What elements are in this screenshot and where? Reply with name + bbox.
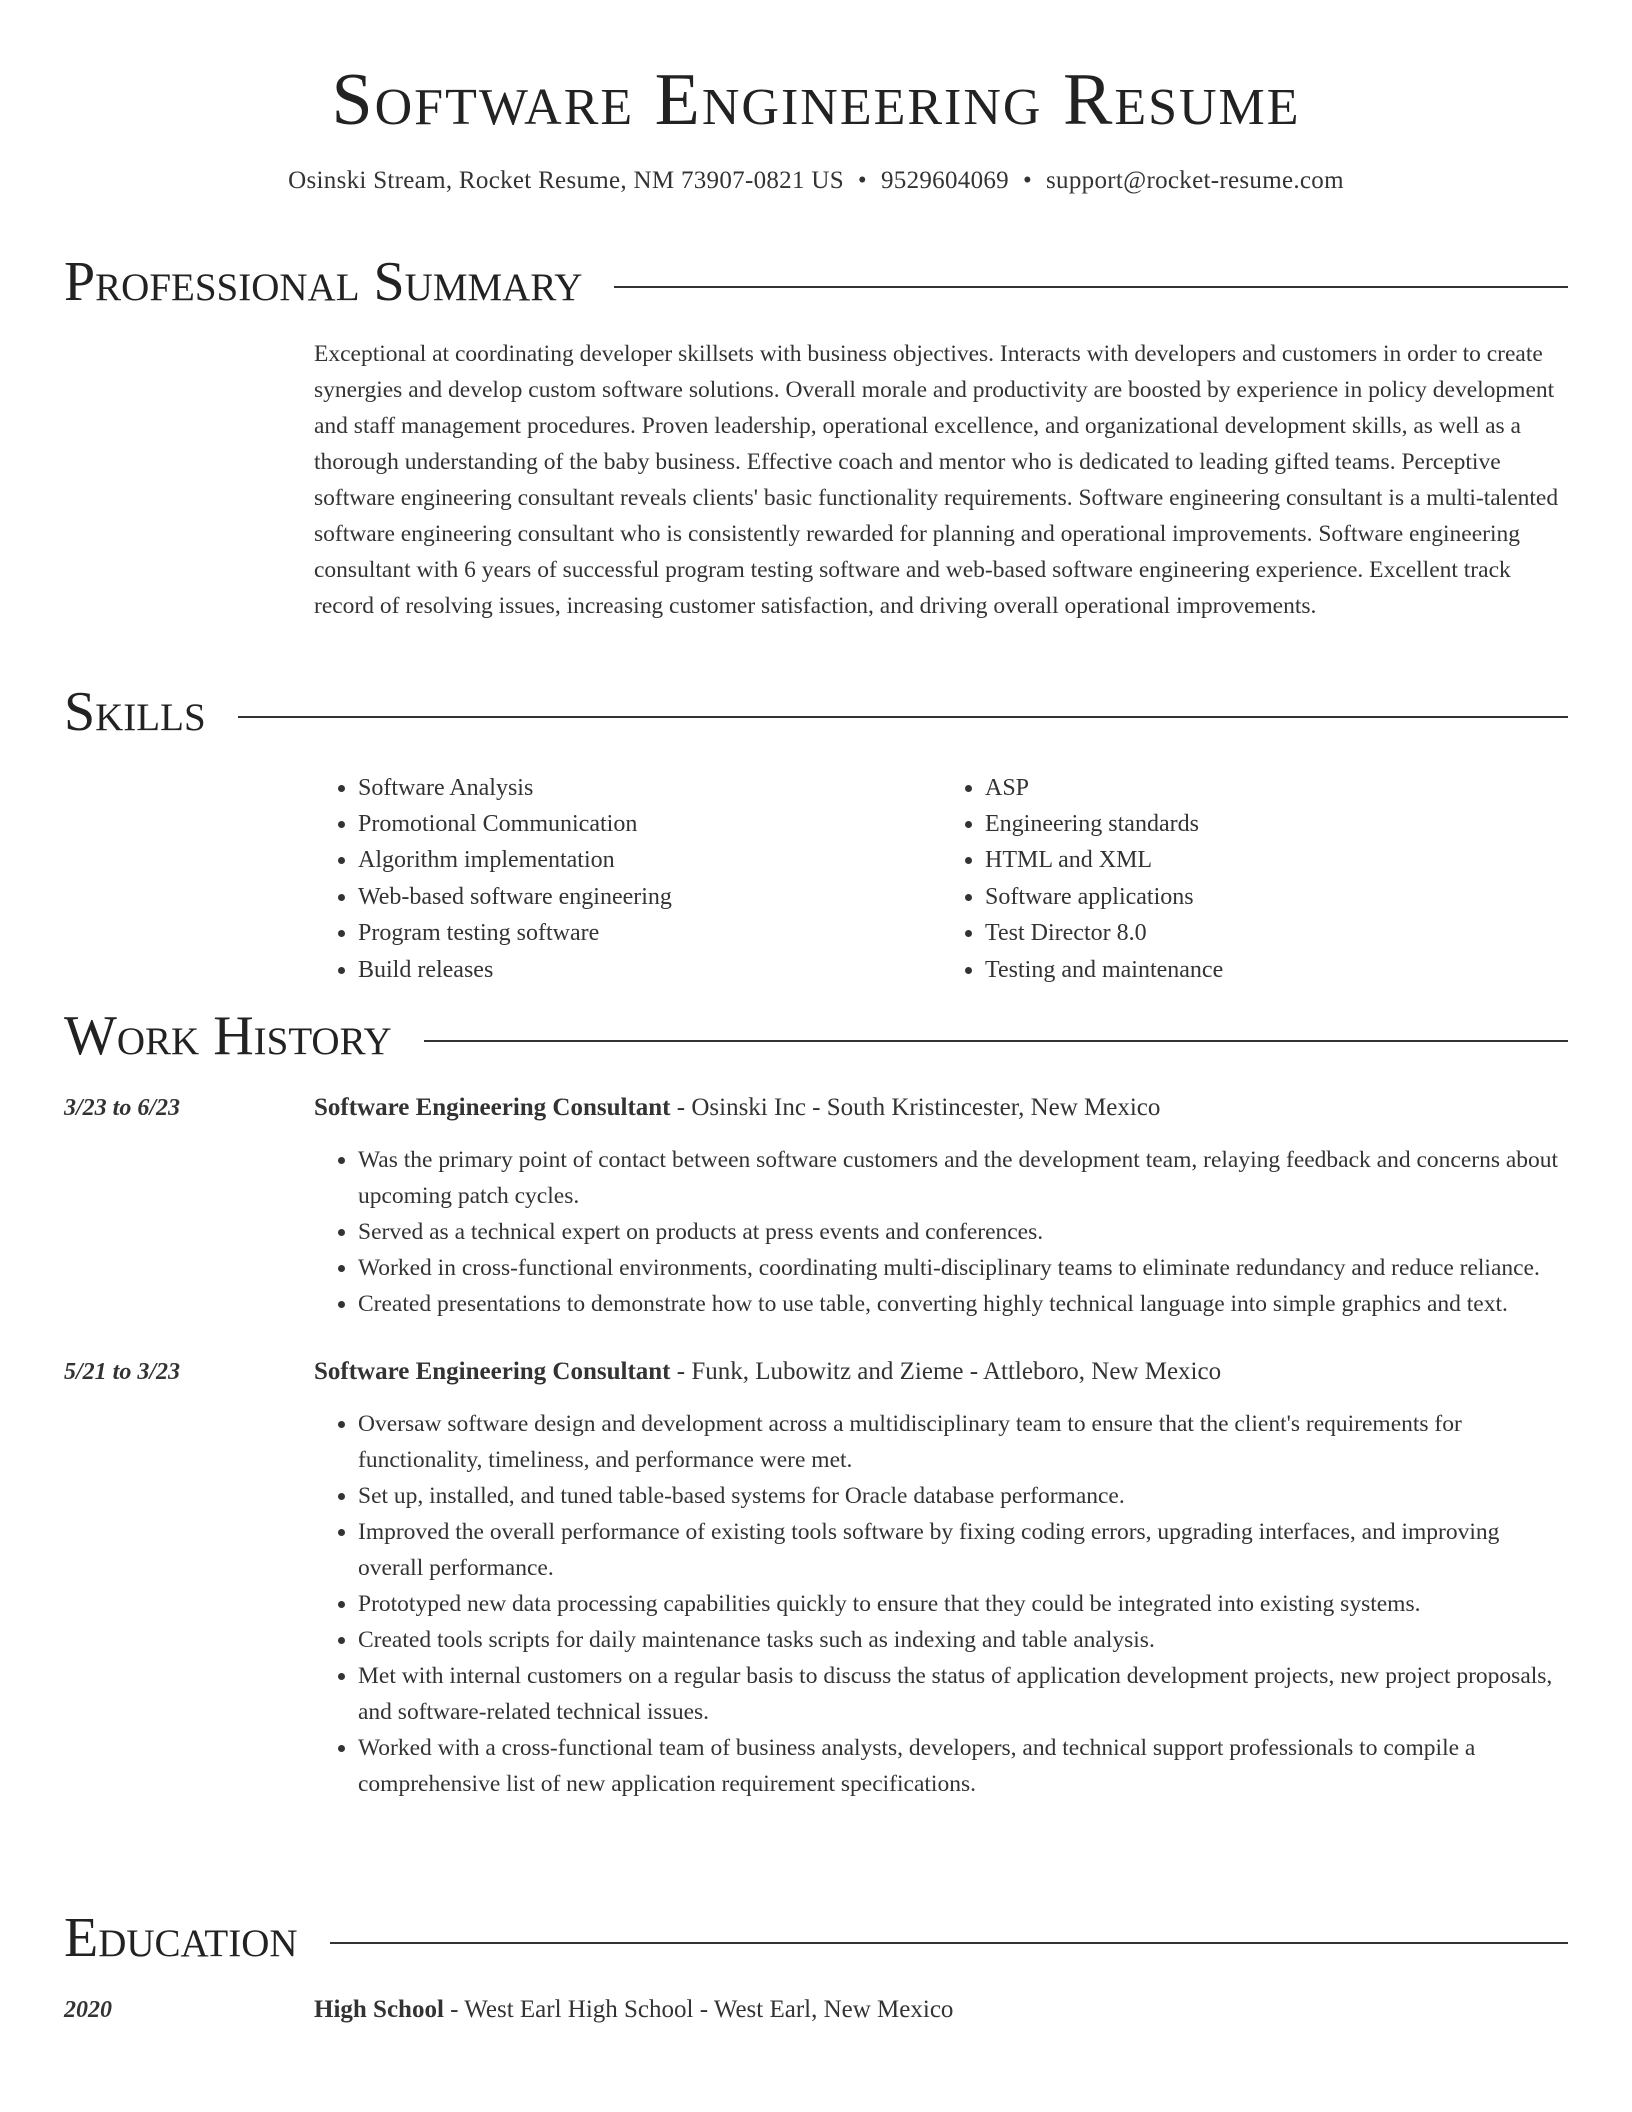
section-divider <box>614 286 1568 288</box>
skill-item: • Testing and maintenance <box>985 952 1568 988</box>
contact-phone: 9529604069 <box>880 167 1009 195</box>
job-employer: - Funk, Lubowitz and Zieme - Attleboro, New Mexico <box>670 1357 1222 1385</box>
skills-grid <box>314 770 1568 988</box>
contact-email: support@rocket-resume.com <box>1046 167 1344 195</box>
job-dates: 5/21 to 3/23 <box>64 1358 181 1385</box>
job-bullet: • Created tools scripts for daily maintenance tasks such as indexing and table analysis. <box>358 1622 1568 1658</box>
job-bullet: • Set up, installed, and tuned table-based systems for Oracle database performance. <box>358 1478 1568 1514</box>
skills-heading: Skills <box>64 681 206 743</box>
skill-item: • Software Analysis <box>358 770 941 806</box>
skill-item: • Test Director 8.0 <box>985 915 1568 951</box>
summary-heading: Professional Summary <box>64 251 583 313</box>
job-bullet: • Created presentations to demonstrate how to use table, converting highly technical language into simple graphics and text. <box>358 1286 1568 1322</box>
education-school: - West Earl High School - West Earl, New Mexico <box>443 1995 954 2023</box>
job-title-line <box>314 1354 1568 1390</box>
education-line <box>314 1992 1568 2028</box>
work-history-section <box>64 1006 1568 1802</box>
job-bullet: • Met with internal customers on a regular basis to discuss the status of application development projects, new project proposals, and software-related technical issues. <box>358 1658 1568 1730</box>
job-bullet: • Worked with a cross-functional team of business analysts, developers, and technical support professionals to compile a comprehensive list of new application requirement specifications. <box>358 1730 1568 1802</box>
job-bullets <box>314 1142 1568 1322</box>
job-title-line <box>314 1090 1568 1126</box>
skills-list-right <box>941 770 1568 988</box>
skills-section <box>64 682 1568 988</box>
section-divider <box>330 1942 1568 1944</box>
skill-item: • Web-based software engineering <box>358 879 941 915</box>
skill-item: • Build releases <box>358 952 941 988</box>
job-bullet: • Worked in cross-functional environments, coordinating multi-disciplinary teams to eliminate redundancy and reduce reliance. <box>358 1250 1568 1286</box>
job-dates: 3/23 to 6/23 <box>64 1094 181 1121</box>
page-title: Software Engineering Resume <box>331 59 1301 141</box>
skill-item: • Promotional Communication <box>358 806 941 842</box>
section-header <box>64 1006 1568 1068</box>
skill-item: • Software applications <box>985 879 1568 915</box>
job-bullet: • Oversaw software design and development across a multidisciplinary team to ensure that the client's requirements for functionality, timeliness, and performance were met. <box>358 1406 1568 1478</box>
job-bullets <box>314 1406 1568 1802</box>
job-entry <box>64 1354 1568 1802</box>
skill-item: • ASP <box>985 770 1568 806</box>
skill-item: • Program testing software <box>358 915 941 951</box>
section-header <box>64 682 1568 744</box>
education-section <box>64 1908 1568 2028</box>
education-year: 2020 <box>64 1996 112 2023</box>
job-employer: - Osinski Inc - South Kristincester, New Mexico <box>670 1093 1161 1121</box>
job-bullet: • Was the primary point of contact between software customers and the development team, relaying feedback and concerns about upcoming patch cycles. <box>358 1142 1568 1214</box>
resume-header <box>0 0 1632 195</box>
job-bullet: • Prototyped new data processing capabilities quickly to ensure that they could be integrated into existing systems. <box>358 1586 1568 1622</box>
work-history-heading: Work History <box>64 1005 392 1067</box>
skill-item: • Algorithm implementation <box>358 842 941 878</box>
job-title: Software Engineering Consultant <box>314 1357 671 1385</box>
section-header <box>64 252 1568 314</box>
job-bullet: • Improved the overall performance of existing tools software by fixing coding errors, upgrading interfaces, and improving overall performance. <box>358 1514 1568 1586</box>
section-divider <box>238 716 1568 718</box>
section-header <box>64 1908 1568 1970</box>
contact-line <box>0 167 1632 195</box>
section-divider <box>424 1040 1568 1042</box>
contact-address: Osinski Stream, Rocket Resume, NM 73907-0821 US <box>288 167 844 195</box>
skills-list-left <box>314 770 941 988</box>
education-heading: Education <box>64 1907 298 1969</box>
summary-section <box>64 252 1568 624</box>
job-bullet: • Served as a technical expert on products at press events and conferences. <box>358 1214 1568 1250</box>
job-entry <box>64 1090 1568 1322</box>
job-title: Software Engineering Consultant <box>314 1093 671 1121</box>
summary-text: Exceptional at coordinating developer skillsets with business objectives. Interacts with developers and customers in order to create synergies and develop custom software solutions. Overall morale and productivity are boosted by experience in policy development and staff management procedures. Proven leadership, operational excellence, and organizational development skills, as well as a thorough understanding of the baby business. Effective coach and mentor who is dedicated to leading gifted teams. Perceptive software engineering consultant reveals clients' basic functionality requirements. Software engineering consultant is a multi-talented software engineering consultant who is consistently rewarded for planning and operational improvements. Software engineering consultant with 6 years of successful program testing software and web-based software engineering experience. Excellent track record of resolving issues, increasing customer satisfaction, and driving overall operational improvements. <box>314 340 1559 619</box>
skill-item: • Engineering standards <box>985 806 1568 842</box>
education-degree: High School <box>314 1995 444 2023</box>
education-entry <box>64 1992 1568 2028</box>
contact-separator: • <box>857 167 867 195</box>
skill-item: • HTML and XML <box>985 842 1568 878</box>
contact-separator: • <box>1022 167 1033 195</box>
